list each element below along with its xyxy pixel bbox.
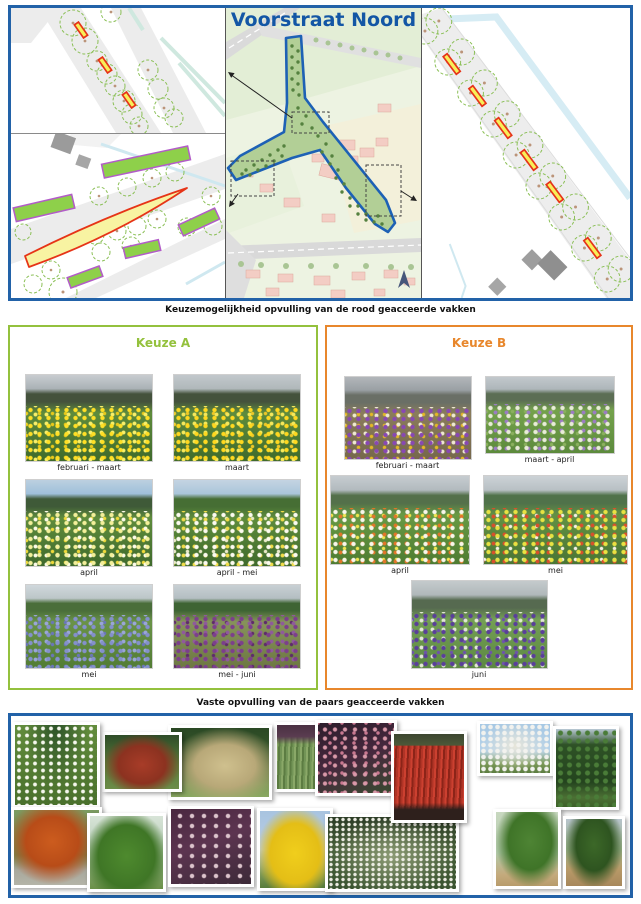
flower-photo xyxy=(25,374,153,462)
photo-caption: mei xyxy=(548,566,563,575)
photo-green-garden-tree xyxy=(493,809,561,889)
flower-photo xyxy=(411,580,548,669)
photo-purple-elder-pink-flowers xyxy=(315,720,397,796)
flower-photo xyxy=(173,374,301,462)
photo-cell xyxy=(173,479,301,579)
photo-caption: april - mei xyxy=(216,568,258,577)
photo-cell xyxy=(25,584,153,681)
keuze-b-photo-grid xyxy=(327,376,631,681)
photo-cell xyxy=(344,376,472,472)
photo-caption: februari - maart xyxy=(375,461,440,470)
photo-apple-tree xyxy=(553,726,619,810)
flower-photo xyxy=(25,584,153,669)
photo-red-twig-dogwood xyxy=(391,731,467,823)
photo-cell xyxy=(25,479,153,579)
photo-sloe-blossom-shrub xyxy=(325,814,459,892)
photo-yellow-forsythia xyxy=(257,808,333,891)
photo-caption: juni xyxy=(471,670,487,679)
shrub-collage-panel xyxy=(8,713,633,898)
photo-cell xyxy=(330,475,470,577)
photo-white-blossom-tree xyxy=(477,721,553,776)
map-detail-left-column xyxy=(11,8,225,298)
keuze-b-panel xyxy=(325,325,633,690)
photo-cell xyxy=(411,580,548,681)
flower-photo xyxy=(173,584,301,669)
photo-cell xyxy=(483,475,628,577)
photo-caption: april xyxy=(391,566,409,575)
flower-photo xyxy=(344,376,472,460)
flower-photo xyxy=(485,376,615,454)
flower-photo xyxy=(25,479,153,567)
photo-caption: mei - juni xyxy=(218,670,256,679)
map-overview-drawing xyxy=(226,8,421,298)
photo-purple-physocarpus xyxy=(168,806,254,887)
photo-green-round-shrub xyxy=(87,813,166,892)
keuze-a-title: Keuze A xyxy=(135,336,191,350)
flower-photo xyxy=(483,475,628,565)
photo-caption: maart xyxy=(224,463,250,472)
map-overview xyxy=(225,8,422,298)
purple-section-heading: Vaste opvulling van de paars geacceerde vakken xyxy=(196,698,445,708)
photo-caption: mei xyxy=(81,670,97,679)
map-detail-right xyxy=(422,8,630,298)
photo-white-flowering-shrub xyxy=(12,722,100,808)
map-panel xyxy=(8,5,633,301)
photo-red-leaved-shrub xyxy=(102,732,182,792)
photo-cell xyxy=(25,374,153,474)
photo-cell xyxy=(173,584,301,681)
photo-orchard-fruit-tree xyxy=(563,816,625,889)
map-detail-bottom-left xyxy=(11,134,225,298)
keuze-a-panel xyxy=(8,325,318,690)
red-section-heading: Keuzemogelijkheid opvulling van de rood geacceerde vakken xyxy=(165,305,476,315)
map-detail-top-left xyxy=(11,8,225,134)
photo-caption: maart - april xyxy=(524,455,575,464)
flower-photo xyxy=(330,475,470,565)
photo-olive-willow-shrub xyxy=(168,725,272,800)
flower-photo xyxy=(173,479,301,567)
keuze-a-photo-grid xyxy=(10,374,316,681)
photo-cell xyxy=(485,376,615,466)
map-detail-right-column xyxy=(422,8,630,298)
photo-caption: april xyxy=(80,568,98,577)
photo-caption: februari - maart xyxy=(57,463,121,472)
photo-cell xyxy=(173,374,301,474)
keuze-b-title: Keuze B xyxy=(451,336,507,350)
map-title: Voorstraat Noord xyxy=(230,9,417,31)
